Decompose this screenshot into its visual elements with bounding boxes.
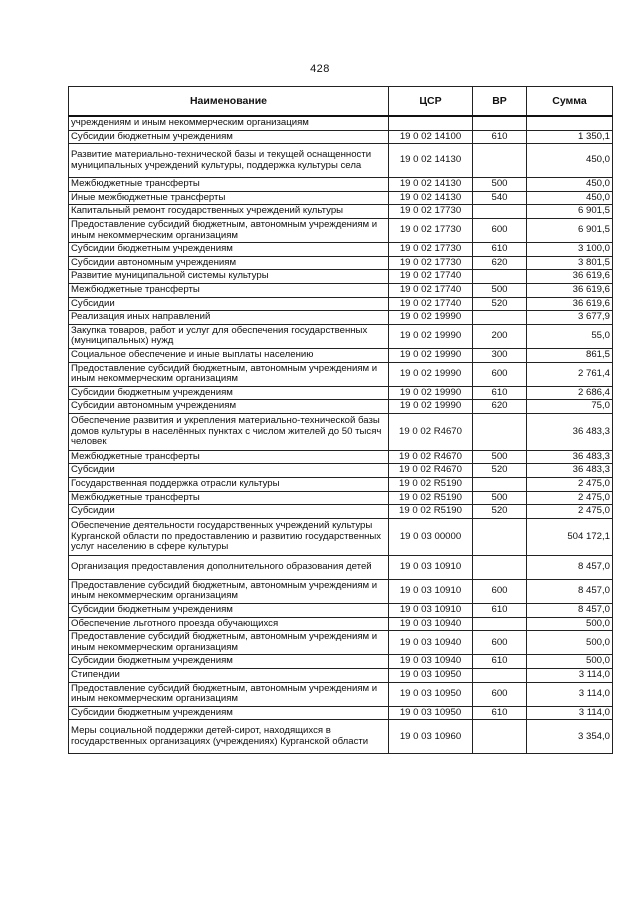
cell-name: Предоставление субсидий бюджетным, автономным учреждениям и иным некоммерческим организациям [69, 631, 389, 655]
cell-csr: 19 0 02 14130 [389, 191, 473, 205]
cell-csr: 19 0 02 17730 [389, 256, 473, 270]
cell-name: Межбюджетные трансферты [69, 178, 389, 192]
cell-csr: 19 0 03 10910 [389, 604, 473, 618]
table-row [69, 464, 613, 478]
cell-vr: 500 [473, 283, 527, 297]
cell-name: Стипендии [69, 669, 389, 683]
cell-vr: 500 [473, 450, 527, 464]
column-header-vr: ВР [473, 87, 527, 117]
cell-vr: 520 [473, 505, 527, 519]
cell-vr: 600 [473, 218, 527, 242]
cell-csr: 19 0 02 19990 [389, 324, 473, 348]
cell-sum: 8 457,0 [527, 555, 613, 579]
cell-csr: 19 0 02 R4670 [389, 413, 473, 450]
cell-sum: 36 619,6 [527, 270, 613, 284]
table-row [69, 386, 613, 400]
cell-sum: 861,5 [527, 348, 613, 362]
cell-sum: 500,0 [527, 631, 613, 655]
cell-sum: 3 114,0 [527, 669, 613, 683]
cell-name: Межбюджетные трансферты [69, 491, 389, 505]
cell-name: Субсидии бюджетным учреждениям [69, 386, 389, 400]
cell-vr: 610 [473, 243, 527, 257]
cell-vr: 610 [473, 655, 527, 669]
cell-vr: 620 [473, 400, 527, 414]
cell-vr: 600 [473, 682, 527, 706]
cell-vr [473, 116, 527, 130]
table-row [69, 518, 613, 555]
cell-csr: 19 0 02 19990 [389, 400, 473, 414]
cell-csr [389, 116, 473, 130]
column-header-csr: ЦСР [389, 87, 473, 117]
cell-name: Капитальный ремонт государственных учреждений культуры [69, 205, 389, 219]
table-row [69, 669, 613, 683]
cell-vr: 610 [473, 130, 527, 144]
cell-csr: 19 0 03 00000 [389, 518, 473, 555]
cell-vr: 540 [473, 191, 527, 205]
table-row [69, 178, 613, 192]
table-row [69, 579, 613, 603]
cell-csr: 19 0 02 R4670 [389, 450, 473, 464]
cell-csr: 19 0 03 10910 [389, 579, 473, 603]
column-header-name: Наименование [69, 87, 389, 117]
cell-sum: 504 172,1 [527, 518, 613, 555]
cell-vr: 600 [473, 362, 527, 386]
cell-sum: 450,0 [527, 144, 613, 178]
table-row [69, 450, 613, 464]
cell-sum: 36 483,3 [527, 450, 613, 464]
page-number: 428 [310, 63, 330, 75]
table-row [69, 283, 613, 297]
cell-sum: 2 761,4 [527, 362, 613, 386]
cell-csr: 19 0 03 10940 [389, 631, 473, 655]
cell-sum [527, 116, 613, 130]
table-body [69, 116, 613, 754]
cell-vr [473, 555, 527, 579]
table-row [69, 130, 613, 144]
cell-csr: 19 0 02 19990 [389, 386, 473, 400]
cell-sum: 36 483,3 [527, 464, 613, 478]
table-row [69, 400, 613, 414]
cell-csr: 19 0 02 14130 [389, 144, 473, 178]
table-row [69, 555, 613, 579]
cell-name: Развитие материально-технической базы и текущей оснащенности муниципальных учреждений культуры, поддержка культуры села [69, 144, 389, 178]
table-row [69, 720, 613, 754]
cell-vr: 300 [473, 348, 527, 362]
cell-csr: 19 0 02 R4670 [389, 464, 473, 478]
cell-sum: 3 354,0 [527, 720, 613, 754]
cell-name: Предоставление субсидий бюджетным, автономным учреждениям и иным некоммерческим организациям [69, 218, 389, 242]
cell-vr [473, 144, 527, 178]
cell-vr [473, 518, 527, 555]
cell-sum: 3 114,0 [527, 706, 613, 720]
table-row [69, 505, 613, 519]
cell-name: Субсидии бюджетным учреждениям [69, 655, 389, 669]
cell-vr [473, 270, 527, 284]
cell-vr: 610 [473, 604, 527, 618]
cell-csr: 19 0 02 R5190 [389, 505, 473, 519]
cell-name: Субсидии бюджетным учреждениям [69, 604, 389, 618]
cell-sum: 3 677,9 [527, 311, 613, 325]
cell-vr: 500 [473, 178, 527, 192]
table-row [69, 604, 613, 618]
cell-name: Субсидии [69, 297, 389, 311]
cell-csr: 19 0 02 17730 [389, 205, 473, 219]
cell-sum: 36 619,6 [527, 297, 613, 311]
cell-sum: 3 114,0 [527, 682, 613, 706]
cell-sum: 2 686,4 [527, 386, 613, 400]
cell-sum: 450,0 [527, 191, 613, 205]
cell-name: Межбюджетные трансферты [69, 450, 389, 464]
table-row [69, 311, 613, 325]
cell-csr: 19 0 02 17740 [389, 297, 473, 311]
table-row [69, 218, 613, 242]
table-row [69, 413, 613, 450]
cell-name: Государственная поддержка отрасли культуры [69, 478, 389, 492]
table-row [69, 270, 613, 284]
cell-sum: 3 801,5 [527, 256, 613, 270]
cell-vr: 620 [473, 256, 527, 270]
table-row [69, 706, 613, 720]
cell-vr: 520 [473, 297, 527, 311]
cell-sum: 36 619,6 [527, 283, 613, 297]
cell-csr: 19 0 02 17740 [389, 270, 473, 284]
cell-vr [473, 617, 527, 631]
cell-vr: 600 [473, 579, 527, 603]
cell-name: Субсидии автономным учреждениям [69, 256, 389, 270]
cell-sum: 8 457,0 [527, 604, 613, 618]
cell-name: Межбюджетные трансферты [69, 283, 389, 297]
table-row [69, 478, 613, 492]
cell-sum: 3 100,0 [527, 243, 613, 257]
table-row [69, 617, 613, 631]
cell-csr: 19 0 03 10950 [389, 706, 473, 720]
cell-name: Меры социальной поддержки детей-сирот, находящихся в государственных организациях (учреждениях) Курганской области [69, 720, 389, 754]
cell-name: Предоставление субсидий бюджетным, автономным учреждениям и иным некоммерческим организациям [69, 579, 389, 603]
cell-name: Реализация иных направлений [69, 311, 389, 325]
cell-name: Предоставление субсидий бюджетным, автономным учреждениям и иным некоммерческим организациям [69, 362, 389, 386]
cell-vr: 610 [473, 706, 527, 720]
cell-vr [473, 311, 527, 325]
table-row [69, 144, 613, 178]
cell-csr: 19 0 02 R5190 [389, 478, 473, 492]
table-row [69, 116, 613, 130]
cell-name: Обеспечение развития и укрепления материально-технической базы домов культуры в населённых пунктах с числом жителей до 50 тысяч человек [69, 413, 389, 450]
cell-csr: 19 0 03 10950 [389, 669, 473, 683]
cell-sum: 75,0 [527, 400, 613, 414]
cell-csr: 19 0 02 19990 [389, 311, 473, 325]
cell-csr: 19 0 02 17740 [389, 283, 473, 297]
column-header-sum: Сумма [527, 87, 613, 117]
cell-csr: 19 0 02 17730 [389, 218, 473, 242]
cell-name: Обеспечение деятельности государственных учреждений культуры Курганской области по предоставлению и развитию государственных услуг населению в сфере культуры [69, 518, 389, 555]
cell-name: Иные межбюджетные трансферты [69, 191, 389, 205]
table-header-row [69, 87, 613, 117]
cell-sum: 55,0 [527, 324, 613, 348]
cell-sum: 1 350,1 [527, 130, 613, 144]
cell-vr [473, 413, 527, 450]
table-row [69, 682, 613, 706]
cell-csr: 19 0 03 10940 [389, 655, 473, 669]
cell-vr: 600 [473, 631, 527, 655]
cell-sum: 8 457,0 [527, 579, 613, 603]
cell-name: Социальное обеспечение и иные выплаты населению [69, 348, 389, 362]
table-row [69, 191, 613, 205]
cell-csr: 19 0 02 19990 [389, 348, 473, 362]
cell-name: Субсидии [69, 505, 389, 519]
table-row [69, 324, 613, 348]
table-row [69, 243, 613, 257]
cell-sum: 6 901,5 [527, 218, 613, 242]
cell-sum: 2 475,0 [527, 491, 613, 505]
cell-name: Субсидии бюджетным учреждениям [69, 130, 389, 144]
budget-table [68, 86, 613, 754]
cell-name: Субсидии автономным учреждениям [69, 400, 389, 414]
table-row [69, 655, 613, 669]
cell-vr: 500 [473, 491, 527, 505]
cell-vr: 520 [473, 464, 527, 478]
cell-name: Субсидии бюджетным учреждениям [69, 243, 389, 257]
cell-sum: 2 475,0 [527, 478, 613, 492]
cell-csr: 19 0 02 14130 [389, 178, 473, 192]
table-row [69, 256, 613, 270]
table-row [69, 491, 613, 505]
table-row [69, 348, 613, 362]
cell-vr [473, 478, 527, 492]
table-row [69, 205, 613, 219]
cell-sum: 2 475,0 [527, 505, 613, 519]
cell-name: Предоставление субсидий бюджетным, автономным учреждениям и иным некоммерческим организациям [69, 682, 389, 706]
cell-vr [473, 720, 527, 754]
cell-csr: 19 0 02 17730 [389, 243, 473, 257]
cell-name: Развитие муниципальной системы культуры [69, 270, 389, 284]
cell-sum: 500,0 [527, 655, 613, 669]
table-row [69, 631, 613, 655]
cell-sum: 450,0 [527, 178, 613, 192]
cell-csr: 19 0 03 10950 [389, 682, 473, 706]
cell-csr: 19 0 03 10940 [389, 617, 473, 631]
cell-csr: 19 0 03 10910 [389, 555, 473, 579]
cell-sum: 500,0 [527, 617, 613, 631]
cell-name: Субсидии [69, 464, 389, 478]
cell-csr: 19 0 02 R5190 [389, 491, 473, 505]
cell-csr: 19 0 02 14100 [389, 130, 473, 144]
cell-csr: 19 0 02 19990 [389, 362, 473, 386]
cell-name: Организация предоставления дополнительного образования детей [69, 555, 389, 579]
cell-name: учреждениям и иным некоммерческим организациям [69, 116, 389, 130]
cell-csr: 19 0 03 10960 [389, 720, 473, 754]
cell-name: Закупка товаров, работ и услуг для обеспечения государственных (муниципальных) нужд [69, 324, 389, 348]
cell-name: Обеспечение льготного проезда обучающихся [69, 617, 389, 631]
cell-vr: 200 [473, 324, 527, 348]
cell-vr [473, 205, 527, 219]
cell-sum: 6 901,5 [527, 205, 613, 219]
cell-sum: 36 483,3 [527, 413, 613, 450]
table-row [69, 362, 613, 386]
cell-vr [473, 669, 527, 683]
cell-name: Субсидии бюджетным учреждениям [69, 706, 389, 720]
table-row [69, 297, 613, 311]
cell-vr: 610 [473, 386, 527, 400]
